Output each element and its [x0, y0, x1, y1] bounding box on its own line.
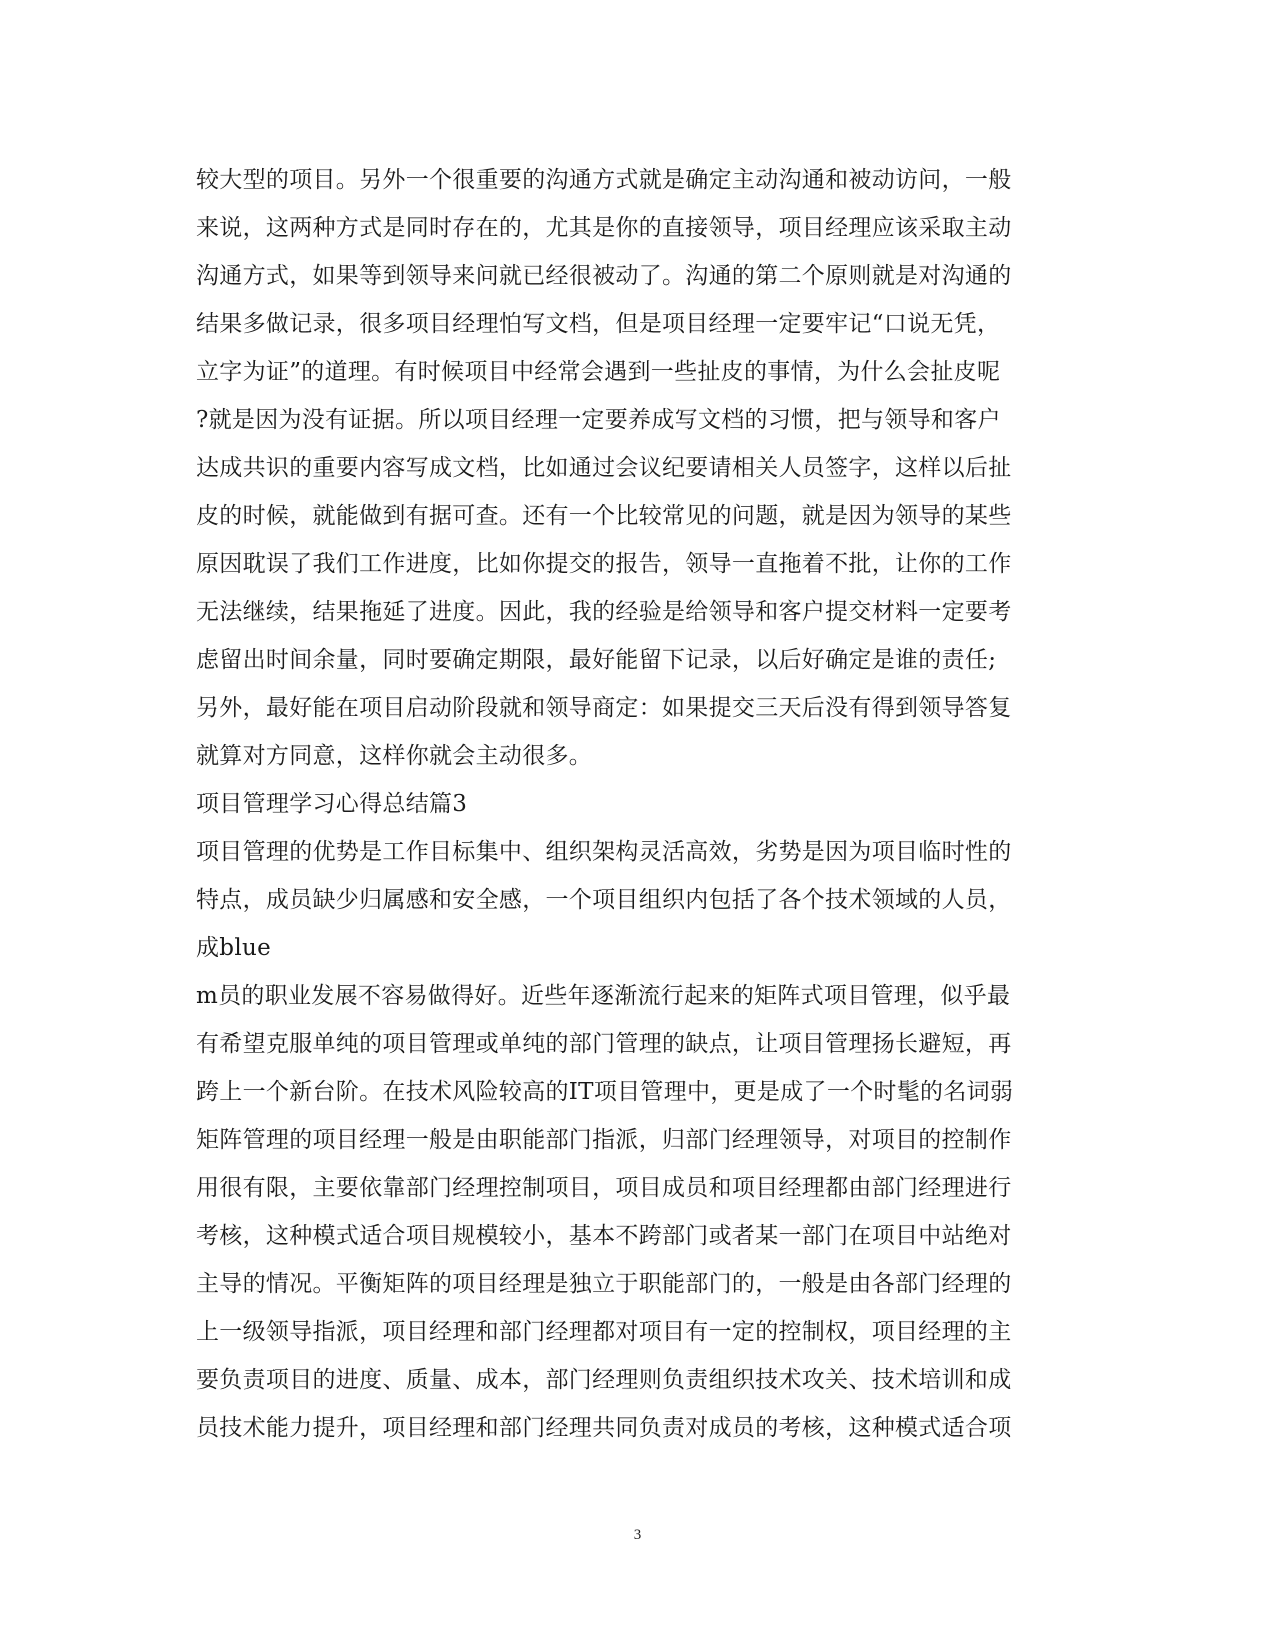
text-line: 主导的情况。平衡矩阵的项目经理是独立于职能部门的，一般是由各部门经理的: [196, 1271, 1012, 1297]
text-line: 用很有限，主要依靠部门经理控制项目，项目成员和项目经理都由部门经理进行: [196, 1175, 1012, 1201]
text-line: 上一级领导指派，项目经理和部门经理都对项目有一定的控制权，项目经理的主: [196, 1319, 1012, 1345]
text-line: ?就是因为没有证据。所以项目经理一定要养成写文档的习惯，把与领导和客户: [196, 407, 1001, 433]
text-line: 沟通方式，如果等到领导来问就已经很被动了。沟通的第二个原则就是对沟通的: [196, 263, 1012, 289]
text-line: 立字为证”的道理。有时候项目中经常会遇到一些扯皮的事情，为什么会扯皮呢: [196, 359, 1001, 385]
text-line: 就算对方同意，这样你就会主动很多。: [196, 743, 593, 769]
section-heading: 项目管理学习心得总结篇3: [196, 791, 468, 817]
text-line: 成blue: [196, 935, 272, 961]
body-text: [196, 156, 1096, 1452]
text-line: 较大型的项目。另外一个很重要的沟通方式就是确定主动沟通和被动访问，一般: [196, 167, 1012, 193]
page-number: 3: [633, 1527, 642, 1543]
text-line: 达成共识的重要内容写成文档，比如通过会议纪要请相关人员签字，这样以后扯: [196, 455, 1012, 481]
text-line: 原因耽误了我们工作进度，比如你提交的报告，领导一直拖着不批，让你的工作: [196, 551, 1012, 577]
text-line: 有希望克服单纯的项目管理或单纯的部门管理的缺点，让项目管理扬长避短，再: [196, 1031, 1012, 1057]
text-line: 矩阵管理的项目经理一般是由职能部门指派，归部门经理领导，对项目的控制作: [196, 1127, 1012, 1153]
text-line: 特点，成员缺少归属感和安全感，一个项目组织内包括了各个技术领域的人员，: [196, 887, 1012, 913]
text-line: 另外，最好能在项目启动阶段就和领导商定：如果提交三天后没有得到领导答复: [196, 695, 1012, 721]
text-line: 项目管理的优势是工作目标集中、组织架构灵活高效，劣势是因为项目临时性的: [196, 839, 1012, 865]
text-line: 虑留出时间余量，同时要确定期限，最好能留下记录，以后好确定是谁的责任;: [196, 647, 997, 673]
text-line: 员技术能力提升，项目经理和部门经理共同负责对成员的考核，这种模式适合项: [196, 1415, 1012, 1441]
text-line: 考核，这种模式适合项目规模较小，基本不跨部门或者某一部门在项目中站绝对: [196, 1223, 1012, 1249]
text-line: 结果多做记录，很多项目经理怕写文档，但是项目经理一定要牢记“口说无凭，: [196, 311, 1001, 337]
text-line: 来说，这两种方式是同时存在的，尤其是你的直接领导，项目经理应该采取主动: [196, 215, 1012, 241]
text-line: 皮的时候，就能做到有据可查。还有一个比较常见的问题，就是因为领导的某些: [196, 503, 1012, 529]
text-line: m员的职业发展不容易做得好。近些年逐渐流行起来的矩阵式项目管理，似乎最: [196, 983, 1011, 1009]
text-line: 无法继续，结果拖延了进度。因此，我的经验是给领导和客户提交材料一定要考: [196, 599, 1012, 625]
text-line: 跨上一个新台阶。在技术风险较高的IT项目管理中，更是成了一个时髦的名词弱: [196, 1079, 1014, 1105]
text-line: 要负责项目的进度、质量、成本，部门经理则负责组织技术攻关、技术培训和成: [196, 1367, 1012, 1393]
